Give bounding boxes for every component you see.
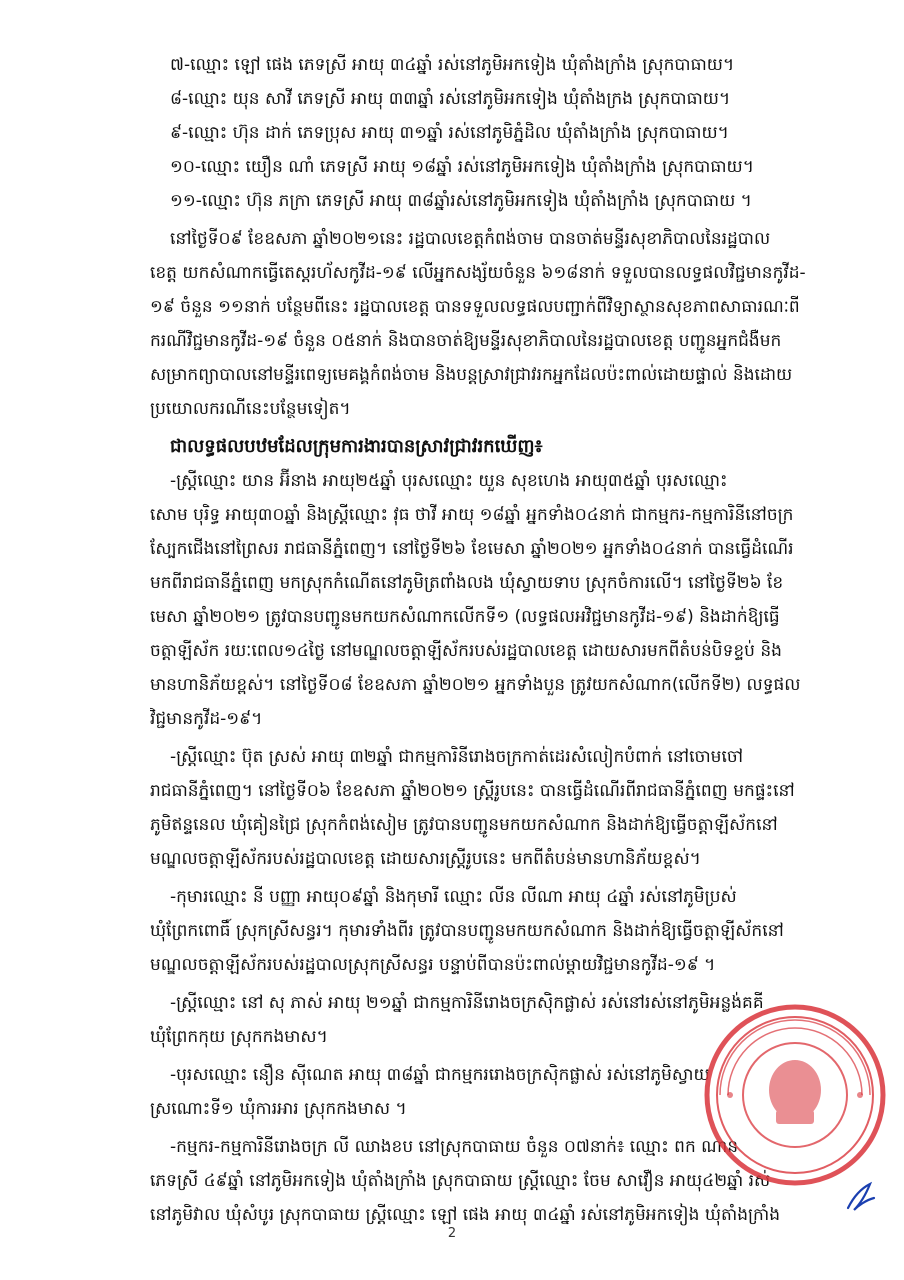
paragraph-line: មណ្ឌលចត្តាឡីស័ករបស់រដ្ឋបាលខេត្ត ដោយសារស្ត្រីរូបនេះ មកពីតំបន់មានហានិភ័យខ្ពស់។ <box>150 849 701 869</box>
paragraph-line: នៅថ្ងៃទី០៩ ខែឧសភា ឆ្នាំ២០២១នេះ រដ្ឋបាលខេត្តកំពង់ចាម បានចាត់មន្ទីរសុខាភិបាលនៃរដ្ឋបាល <box>170 229 771 249</box>
paragraph-case-3 <box>150 880 850 982</box>
paragraph-line: មណ្ឌលចត្តាឡីស័ករបស់រដ្ឋបាលស្រុកស្រីសន្ធរ បន្ទាប់ពីបានប៉ះពាល់ម្តាយវិជ្ជមានកូវីដ-១៩ ។ <box>150 955 716 975</box>
list-item: ៨-ឈ្មោះ យុន សាវី ភេទស្រី អាយុ ៣៣ឆ្នាំ រស់នៅភូមិអកទៀង ឃុំតាំងក្រង ស្រុកបាធាយ។ <box>170 89 731 109</box>
paragraph-line: ភូមិឥន្ទនេល ឃុំគៀនជ្រៃ ស្រុកកំពង់សៀម ត្រូវបានបញ្ជូនមកយកសំណាក និងដាក់ឱ្យធ្វើចត្តាឡីស័កនៅ <box>150 815 778 835</box>
paragraph-case-2 <box>150 740 850 876</box>
paragraph-line: -ស្ត្រីឈ្មោះ នៅ សុ ភាស់ អាយុ ២១ឆ្នាំ ជាកម្មការិនីរោងចក្រស៊ិកផ្លាស់ រស់នៅរស់នៅភូមិអន្លង់គគី <box>170 993 764 1013</box>
paragraph-line: ប្រយោលករណីនេះបន្ថែមទៀត។ <box>150 399 351 419</box>
paragraph-line: ស្រណោះទី១ ឃុំការអារ ស្រុកកងមាស ។ <box>150 1099 407 1119</box>
list-items <box>170 48 850 218</box>
list-item: ១១-ឈ្មោះ ហ៊ុន ភក្រា ភេទស្រី អាយុ ៣៨ឆ្នាំរស់នៅភូមិអកទៀង ឃុំតាំងក្រាំង ស្រុកបាធាយ ។ <box>170 191 752 211</box>
paragraph-line: ឃុំព្រែកកុយ ស្រុកកងមាស។ <box>150 1027 328 1047</box>
paragraph-line: សោម បុរិទ្ធ អាយុ៣០ឆ្នាំ និងស្ត្រីឈ្មោះ វុធ ថាវី អាយុ ១៨ឆ្នាំ អ្នកទាំង០៤នាក់ ជាកម្មករ-កម្មការិនីនៅចក្រ <box>150 505 794 525</box>
paragraph-line: មកពីរាជធានីភ្នំពេញ មកស្រុកកំណើតនៅភូមិត្រពាំងលង ឃុំស្វាយទាប ស្រុកចំការលើ។ នៅថ្ងៃទី២៦ ខែ <box>150 573 784 593</box>
paragraph-summary <box>150 222 850 426</box>
paragraph-line: នៅភូមិវាល ឃុំសំបូរ ស្រុកបាធាយ ស្ត្រីឈ្មោះ ឡៅ ផេង អាយុ ៣៤ឆ្នាំ រស់នៅភូមិអកទៀង ឃុំតាំងក្រាំង <box>150 1205 781 1225</box>
page-number: 2 <box>447 1226 457 1241</box>
paragraph-line: -កុមារឈ្មោះ នី បញ្ញា អាយុ០៩ឆ្នាំ និងកុមារី ឈ្មោះ លីន លីណា អាយុ ៤ឆ្នាំ រស់នៅភូមិប្រស់ <box>170 887 737 907</box>
paragraph-line: សម្រាកព្យាបាលនៅមន្ទីរពេទ្យមេគង្គកំពង់ចាម និងបន្តស្រាវជ្រាវរកអ្នកដែលប៉ះពាល់ដោយផ្ទាល់ និងដោយ <box>150 365 793 385</box>
list-item: ៧-ឈ្មោះ ឡៅ ផេង ភេទស្រី អាយុ ៣៤ឆ្នាំ រស់នៅភូមិអកទៀង ឃុំតាំងក្រាំង ស្រុកបាធាយ។ <box>170 55 735 75</box>
paragraph-line: ភេទស្រី ៤៩ឆ្នាំ នៅភូមិអកទៀង ឃុំតាំងក្រាំង ស្រុកបាធាយ ស្ត្រីឈ្មោះ ចែម សាវឿន អាយុ៤២ឆ្នាំ រស់ <box>150 1171 771 1191</box>
paragraph-line: ឃុំព្រែកពោធិ៍ ស្រុកស្រីសន្ធរ។ កុមារទាំងពីរ ត្រូវបានបញ្ជូនមកយកសំណាក និងដាក់ឱ្យធ្វើចត្តាឡីស័កនៅ <box>150 921 784 941</box>
list-item: ៩-ឈ្មោះ ហ៊ុន ដាក់ ភេទប្រុស អាយុ ៣១ឆ្នាំ រស់នៅភូមិភ្នំដិល ឃុំតាំងក្រាំង ស្រុកបាធាយ។ <box>170 123 729 143</box>
paragraph-case-1 <box>150 464 850 736</box>
paragraph-line: មេសា ឆ្នាំ២០២១ ត្រូវបានបញ្ជូនមកយកសំណាកលើកទី១ (លទ្ធផលអវិជ្ជមានកូវីដ-១៩) និងដាក់ឱ្យធ្វើ <box>150 607 780 627</box>
handwritten-signature-mark <box>840 1178 880 1218</box>
paragraph-line: ស្បែកជើងនៅព្រៃសរ រាជធានីភ្នំពេញ។ នៅថ្ងៃទី២៦ ខែមេសា ឆ្នាំ២០២១ អ្នកទាំង០៤នាក់ បានធ្វើដំណើរ <box>150 539 794 559</box>
paragraph-line: រាជធានីភ្នំពេញ។ នៅថ្ងៃទី០៦ ខែឧសភា ឆ្នាំ២០២១ ស្ត្រីរូបនេះ បានធ្វើដំណើរពីរាជធានីភ្នំពេញ មកផ្ទះនៅ <box>150 781 795 801</box>
paragraph-line: -ស្ត្រីឈ្មោះ យាន អ៊ីនាង អាយុ២៥ឆ្នាំ បុរសឈ្មោះ យួន សុខហេង អាយុ៣៥ឆ្នាំ បុរសឈ្មោះ <box>170 471 728 491</box>
paragraph-line: ចត្តាឡីស័ក រយៈពេល១៤ថ្ងៃ នៅមណ្ឌលចត្តាឡីស័ករបស់រដ្ឋបាលខេត្ត ដោយសារមកពីតំបន់បិទខ្ទប់ និង <box>150 641 782 661</box>
section-heading: ជាលទ្ធផលបឋមដែលក្រុមការងារបានស្រាវជ្រាវរកឃើញ៖ <box>170 436 543 457</box>
paragraph-line: ១៩ ចំនួន ១១នាក់ បន្ថែមពីនេះ រដ្ឋបាលខេត្ត បានទទួលលទ្ធផលបញ្ជាក់ពីវិទ្យាស្ថានសុខភាពសាធារណៈពី <box>150 297 800 317</box>
paragraph-line: -បុរសឈ្មោះ នឿន ស៊ីណេត អាយុ ៣៨ឆ្នាំ ជាកម្មកររោងចក្រស៊ិកផ្លាស់ រស់នៅភូមិស្វាយ <box>170 1065 710 1085</box>
paragraph-line: ខេត្ត យកសំណាកធ្វើតេស្តរហ័សកូវីដ-១៩ លើអ្នកសង្ស័យចំនួន ៦១៨នាក់ ទទួលបានលទ្ធផលវិជ្ជមានកូវីដ- <box>150 263 806 283</box>
paragraph-line: វិជ្ជមានកូវីដ-១៩។ <box>150 709 263 729</box>
paragraph-line: -កម្មករ-កម្មការិនីរោងចក្រ លី ឈាងខប នៅស្រុកបាធាយ ចំនួន ០៧នាក់៖ ឈ្មោះ ពក ណាន <box>170 1137 739 1157</box>
paragraph-line: មានហានិភ័យខ្ពស់។ នៅថ្ងៃទី០៨ ខែឧសភា ឆ្នាំ២០២១ អ្នកទាំងបួន ត្រូវយកសំណាក(លើកទី២) លទ្ធផល <box>150 675 801 695</box>
list-item: ១០-ឈ្មោះ យឿន ណាំ ភេទស្រី អាយុ ១៨ឆ្នាំ រស់នៅភូមិអកទៀង ឃុំតាំងក្រាំង ស្រុកបាធាយ។ <box>170 157 754 177</box>
paragraph-line: ករណីវិជ្ជមានកូវីដ-១៩ ចំនួន ០៥នាក់ និងបានចាត់ឱ្យមន្ទីរសុខាភិបាលនៃរដ្ឋបាលខេត្ត បញ្ជូនអ្នកជំងឺមក <box>150 331 782 351</box>
paragraph-line: -ស្ត្រីឈ្មោះ ប៊ុត ស្រស់ អាយុ ៣២ឆ្នាំ ជាកម្មការិនីរោងចក្រកាត់ដេរសំលៀកបំពាក់ នៅចោមចៅ <box>170 747 744 767</box>
official-seal-stamp <box>700 1000 890 1190</box>
